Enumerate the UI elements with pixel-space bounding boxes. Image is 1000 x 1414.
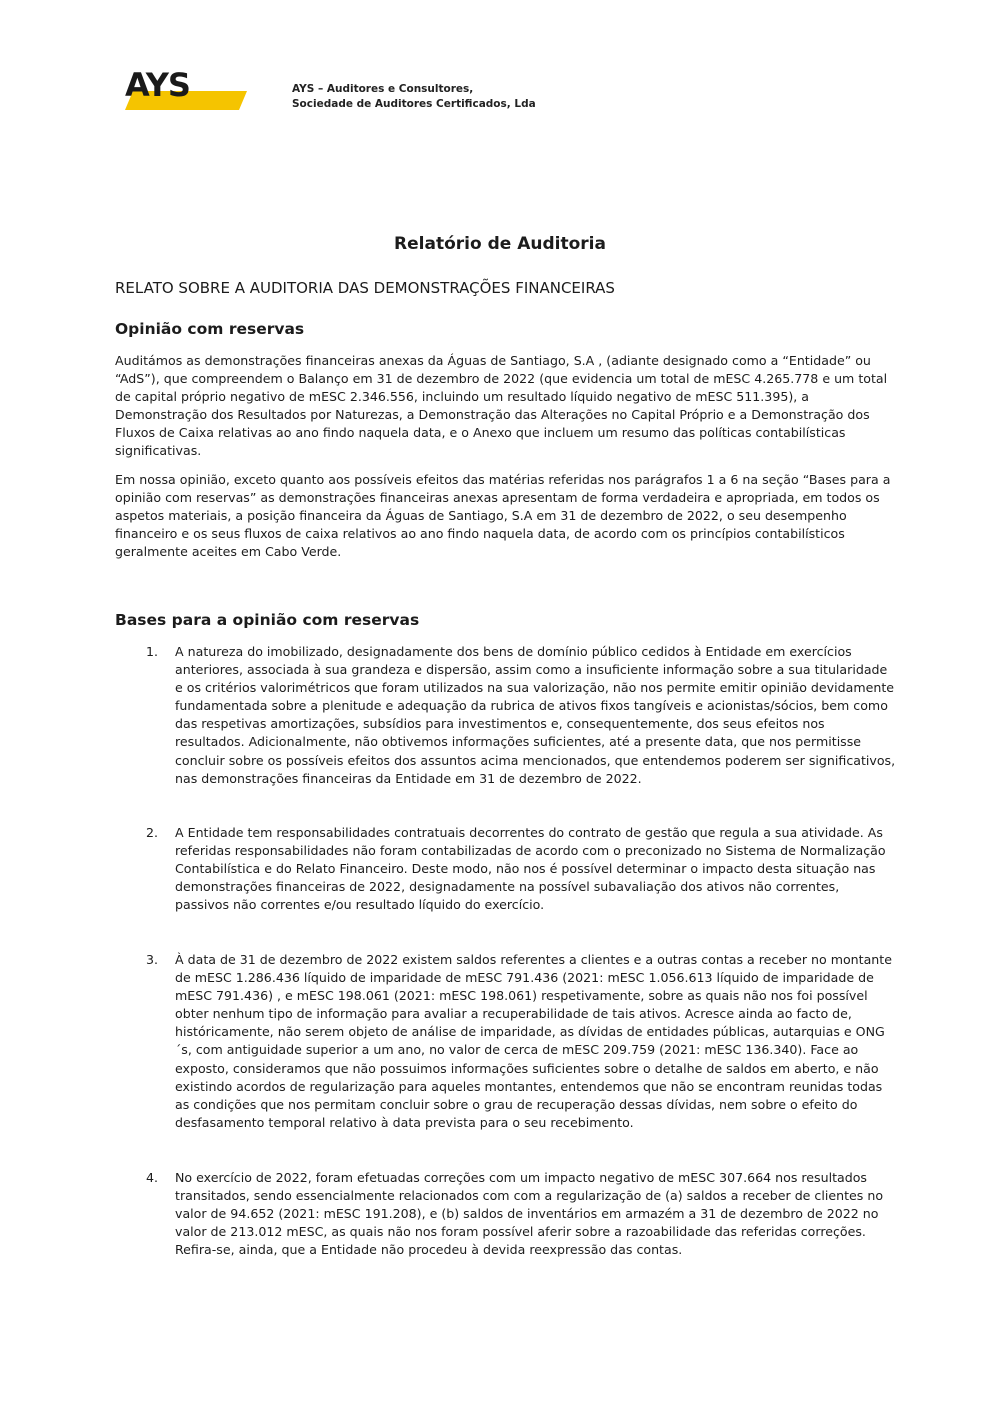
list-item-text: A natureza do imobilizado, designadamente dos bens de domínio público cedidos à Entidade em exercícios anteriores, associada à sua grandeza e dispersão, assim como a insuficiente informação sobre a sua titularidade e os critérios valorimétricos que foram utilizados na sua valorização, não nos permite emitir opinião devidamente fundamentada sobre a plenitude e adequação da rubrica de ativos fixos tangíveis e acionistas/sócios, bem como das respetivas amortizações, subsídios para investimentos e, consequentemente, dos seus efeitos nos resultados. Adicionalmente, não obtivemos informações suficientes, até a presente data, que nos permitisse concluir sobre os possíveis efeitos dos assuntos acima mencionados, que entendemos poderem ser significativos, nas demonstrações financeiras da Entidade em 31 de dezembro de 2022. <box>175 644 896 786</box>
logo-text: AYS <box>125 68 190 104</box>
section-subtitle: RELATO SOBRE A AUDITORIA DAS DEMONSTRAÇÕES FINANCEIRAS <box>115 279 615 297</box>
list-item-text: À data de 31 de dezembro de 2022 existem saldos referentes a clientes e a outras contas a receber no montante de mESC 1.286.436 líquido de imparidade de mESC 791.436 (2021: mESC 1.056.613 líquido de imparidade de mESC 791.436) , e mESC 198.061 (2021: mESC 198.061) respetivamente, sobre as quais não nos foi possível obter nenhum tipo de informação para avaliar a recuperabilidade de tais ativos. Acresce ainda ao facto de, históricamente, não serem objeto de análise de imparidade, as dívidas de entidades públicas, autarquias e ONG´s, com antiguidade superior a um ano, no valor de cerca de mESC 209.759 (2021: mESC 136.340). Face ao exposto, consideramos que não possuimos informações suficientes sobre o detalhe de saldos em aberto, e não existindo acordos de regularização para aqueles montantes, entendemos que não se encontram reunidas todas as condições que nos permitam concluir sobre o grau de recuperação dessas dívidas, nem sobre o efeito do desfasamento temporal relativo à data prevista para o seu recebimento. <box>175 952 892 1130</box>
company-name <box>292 82 536 112</box>
company-line-2: Sociedade de Auditores Certificados, Lda <box>292 98 536 110</box>
list-item-number: 2. <box>146 825 159 840</box>
list-item-text: No exercício de 2022, foram efetuadas correções com um impacto negativo de mESC 307.664 nos resultados transitados, sendo essencialmente relacionados com com a regularização de (a) saldos a receber de clientes no valor de 94.652 (2021: mESC 191.208), e (b) saldos de inventários em armazém a 31 de dezembro de 2022 no valor de 213.012 mESC, as quais não nos foram possível aferir sobre a razoabilidade das referidas correções. Refira-se, ainda, que a Entidade não procedeu à devida reexpressão das contas. <box>175 1170 884 1258</box>
opinion-paragraph-2: Em nossa opinião, exceto quanto aos possíveis efeitos das matérias referidas nos parágrafos 1 a 6 na seção “Bases para a opinião com reservas” as demonstrações financeiras anexas apresentam de forma verdadeira e apropriada, em todos os aspetos materiais, a posição financeira da Águas de Santiago, S.A em 31 de dezembro de 2022, o seu desempenho financeiro e os seus fluxos de caixa relativos ao ano findo naquela data, de acordo com os princípios contabilísticos geralmente aceites em Cabo Verde. <box>115 472 891 560</box>
list-item-number: 1. <box>146 644 159 659</box>
list-item-number: 3. <box>146 952 159 967</box>
opinion-heading: Opinião com reservas <box>115 320 305 338</box>
opinion-paragraph-1: Auditámos as demonstrações financeiras anexas da Águas de Santiago, S.A , (adiante designado como a “Entidade” ou “AdS”), que compreendem o Balanço em 31 de dezembro de 2022 (que evidencia um total de mESC 4.265.778 e um total de capital próprio negativo de mESC 2.346.556, incluindo um resultado líquido negativo de mESC 511.395), a Demonstração dos Resultados por Naturezas, a Demonstração das Alterações no Capital Próprio e a Demonstração dos Fluxos de Caixa relativas ao ano findo naquela data, e o Anexo que incluem um resumo das políticas contabilísticas significativas. <box>115 353 888 459</box>
bases-heading: Bases para a opinião com reservas <box>115 611 420 629</box>
ays-logo <box>123 68 247 112</box>
list-item-text: A Entidade tem responsabilidades contratuais decorrentes do contrato de gestão que regula a sua atividade. As referidas responsabilidades não foram contabilizadas de acordo com o preconizado no Sistema de Normalização Contabilística e do Relato Financeiro. Deste modo, não nos é possível determinar o impacto desta situação nas demonstrações financeiras de 2022, designadamente na possível subavaliação dos ativos não correntes, passivos não correntes e/ou resultado líquido do exercício. <box>175 825 886 913</box>
company-line-1: AYS – Auditores e Consultores, <box>292 83 474 95</box>
list-item-number: 4. <box>146 1170 159 1185</box>
report-title: Relatório de Auditoria <box>394 234 606 254</box>
